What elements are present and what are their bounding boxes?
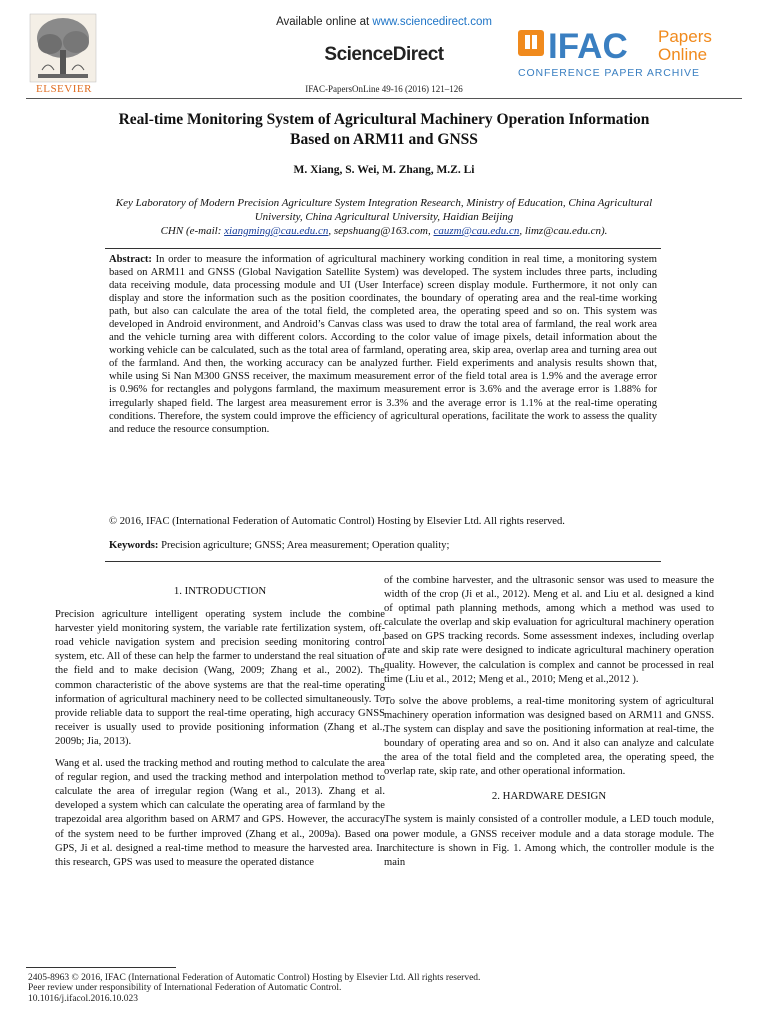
abstract-text: In order to measure the information of agricultural machinery working condition in real time, a monitoring system based on ARM11 and GNSS (Global Navigation Satellite System) was developed. The system includes three parts, including data receiving module, data processing module and UI (User Interface) screen display module. Furthermore, it not only can display and store the information such as the position coordinates, the boundary of operating area and the real-time working path, but also can calculate the area of the total field, the completed area, the operating speed and so on. This system was developed in Android environment, and Android’s Canvas class was used to draw the total area of farmland, the real work area and the vehicle turning area with different colors. According to the color value of image pixels, detail information about the working vehicle can be calculated, such as the total area of farmland, operating area, skip area, overlap area and turning area out of the farmland. And then, the working accuracy can be analyzed further. Field experiments and analysis results shown that, while using Si Nan M300 GNSS receiver, the maximum measurement error of the field total area is 1.9% and the average error is 0.96% for rectangles and polygons farmland, the maximum measurement error is 3.6% and the average error is 1.88% for irregularly shaped field. The largest area measurement error is 3.3% and the average error is 1.1% at the real-time operating conditions. Therefore, the system could improve the efficiency of agricultural operations, facilitate the work to assess the quality and reduce the resource consumption. [109, 254, 657, 435]
ifac-papers-word: Papers [658, 27, 712, 46]
ifac-online-word: Online [658, 45, 708, 64]
title-line-1: Real-time Monitoring System of Agricultural Machinery Operation Information [118, 111, 650, 128]
author-list: M. Xiang, S. Wei, M. Zhang, M.Z. Li [293, 164, 475, 176]
footer-divider [26, 967, 176, 968]
paragraph: To solve the above problems, a real-time monitoring system of agricultural machinery operation information was designed based on ARM11 and GNSS. The system can display and save the positioning information at real-time, the boundary of operating area and so on. And it also can analyze and calculate the area of the total field and the completed area, the operating speed, the overlap rate, skip rate, and other operational information. [384, 695, 714, 778]
publisher-name: ELSEVIER [36, 83, 92, 95]
paragraph: The system is mainly consisted of a controller module, a LED touch module, a power module, a GNSS receiver module and a data storage module. The architecture is shown in Fig. 1. Among which, the controller module is the main [384, 814, 714, 868]
footer-peer-review: Peer review under responsibility of International Federation of Automatic Control. [28, 983, 342, 994]
email-link[interactable]: xiangming@cau.edu.cn [224, 225, 329, 237]
left-column [55, 584, 385, 878]
email-link[interactable]: cauzm@cau.edu.cn [433, 225, 520, 237]
contact-emails: CHN (e-mail: xiangming@cau.edu.cn, sepshuang@163.com, cauzm@cau.edu.cn, limz@cau.edu.cn). [160, 225, 608, 237]
paragraph: Precision agriculture intelligent operating system include the combine harvester yield monitoring system, the variable rate fertilization system, off-road vehicle navigation system and precision seeding monitoring control system, etc. All of these can help the farmer to understand the real situation of the field and to make decision (Wang, 2009; Zhang et al., 2002). The common characteristic of the above systems are that the real-time operating information of agricultural machinery need to be collected simultaneously. To provide reliable data to support the real-time operating, high accuracy GNSS receiver is usually used to provide positioning information (Zhang et al., 2009b; Jia, 2013). [55, 609, 385, 747]
footer [28, 973, 728, 1004]
sciencedirect-link[interactable]: www.sciencedirect.com [372, 16, 492, 28]
footer-copyright: 2405-8963 © 2016, IFAC (International Federation of Automatic Control) Hosting by Elsevier Ltd. All rights reserved. [28, 973, 481, 983]
journal-reference: IFAC-PapersOnLine 49-16 (2016) 121–126 [305, 84, 463, 94]
keywords-text: Precision agriculture; GNSS; Area measurement; Operation quality; [158, 540, 450, 551]
availability-line: Available online at www.sciencedirect.com [276, 16, 492, 28]
footer-doi: 10.1016/j.ifacol.2016.10.023 [28, 993, 139, 1004]
section-heading-introduction: 1. INTRODUCTION [173, 585, 267, 597]
right-column [384, 574, 714, 878]
affiliation-line-2: University, China Agricultural University, Haidian Beijing [254, 211, 514, 223]
keywords-label: Keywords: [109, 540, 159, 551]
affiliation-line-1: Key Laboratory of Modern Precision Agriculture System Integration Research, Ministry of Education, China Agricultural [115, 197, 653, 209]
paragraph: of the combine harvester, and the ultrasonic sensor was used to measure the width of the crop (Ji et al., 2012). Meng et al. and Liu et al. designed a kind of optimal path planning methods, among which a method was used to calculate the overlap and skip evaluation for agricultural machinery operation based on GPS tracking records. Some assessment indexes, including overlap rate and skip rate were designed to indicate agricultural machinery operation quality. However, the calculation is complex and cannot be processed in real time (Liu et al., 2012; Meng et al., 2010; Meng et al.,2012 ). [384, 575, 714, 685]
keywords [109, 540, 657, 551]
header-divider [26, 98, 742, 99]
section-heading-hardware-design: 2. HARDWARE DESIGN [491, 790, 607, 803]
paragraph: Wang et al. used the tracking method and routing method to calculate the area of regular region, and used the tracking method and interpolation method to calculate the area of irregular region (Wang et al., 2013). Zhang et al. developed a system which can calculate the operating area of farmland by the trapezoidal area algorithm based on ARM7 and GPS. However, the accuracy of the system need to be further improved (Zhang et al., 2009a). Based on GPS, Ji et al. designed a real-time method to measure the harvested area. In this research, GPS was used to measure the operated distance [55, 758, 385, 868]
abstract-bottom-rule [105, 561, 661, 562]
paper-title [40, 110, 728, 150]
ifac-archive-tagline: CONFERENCE PAPER ARCHIVE [518, 67, 700, 79]
ifac-letters: IFAC [548, 27, 628, 66]
affiliation [40, 196, 728, 238]
title-line-2: Based on ARM11 and GNSS [290, 131, 478, 148]
abstract [109, 253, 657, 436]
sciencedirect-brand: ScienceDirect [324, 44, 444, 65]
abstract-label: Abstract: [109, 254, 152, 265]
copyright-notice: © 2016, IFAC (International Federation of Automatic Control) Hosting by Elsevier Ltd. All rights reserved. [109, 516, 565, 527]
abstract-top-rule [105, 248, 661, 249]
